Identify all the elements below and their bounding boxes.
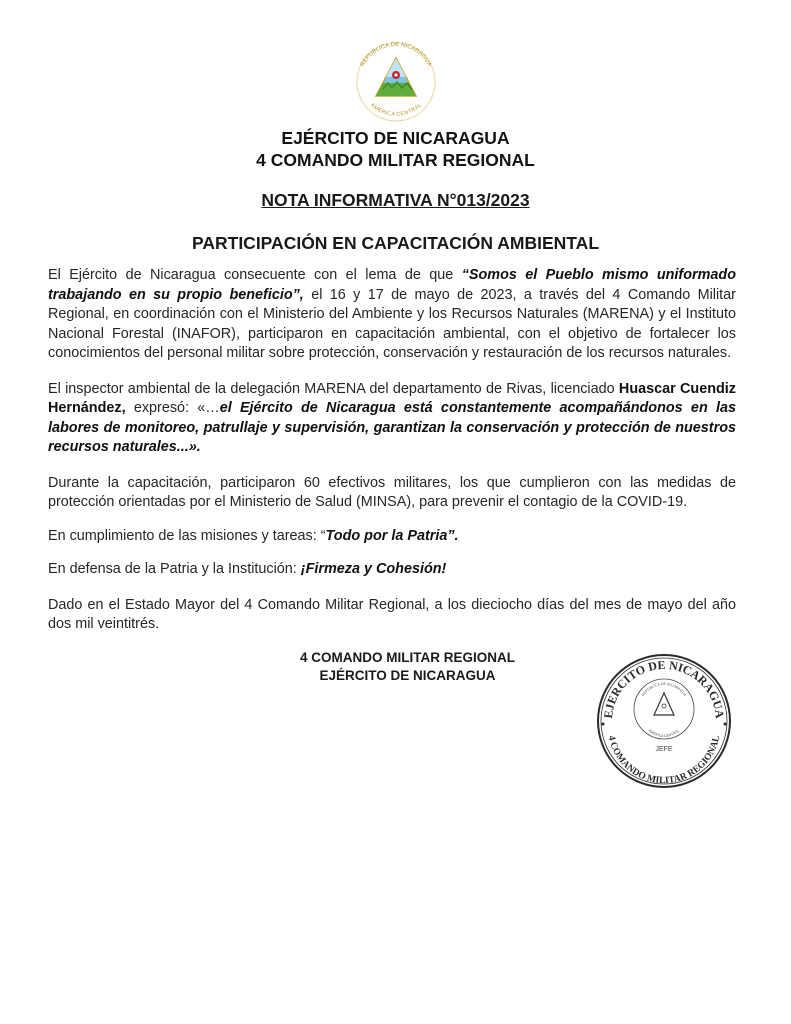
- stamp-ring-top-textpath: EJERCITO DE NICARAGUA: [600, 657, 728, 719]
- stamp-inner-bottom-textpath: AMERICA CENTRAL: [647, 727, 681, 738]
- stamp-ring-bottom-text: [606, 734, 722, 785]
- inspector-text: El inspector ambiental de la delegación MARENA del departamento de Rivas, licenciado: [48, 380, 619, 397]
- paragraph-mission: [48, 527, 736, 547]
- stamp-ring-bottom-textpath: 4 COMANDO MILITAR REGIONAL: [605, 734, 723, 786]
- intro-text: El Ejército de Nicaragua consecuente con el lema de que: [48, 267, 462, 283]
- inspector-said: expresó: «…: [125, 400, 220, 416]
- signature-block: [0, 649, 791, 799]
- nicaragua-coat-of-arms-icon: [352, 40, 440, 122]
- defense-motto: ¡Firmeza y Cohesión!: [300, 561, 447, 577]
- coat-ring-top-textpath: REPUBLICA DE NICARAGUA: [359, 41, 432, 68]
- stamp-center-text: JEFE: [655, 745, 673, 753]
- mission-text: En cumplimiento de las misiones y tareas: “: [48, 527, 326, 544]
- paragraph-inspector-quote: [48, 380, 736, 458]
- intro-motto: “Somos el Pueblo mismo uniformado trabajando en su propio beneficio”,: [48, 267, 736, 303]
- note-number: NOTA INFORMATIVA N°013/2023: [261, 190, 530, 210]
- coat-ring-bottom-text: [368, 102, 422, 117]
- signature-organization: EJÉRCITO DE NICARAGUA: [319, 667, 496, 683]
- intro-text-rest: el 16 y 17 de mayo de 2023, a través del 4 Comando Militar Regional, en coordinación con el Ministerio del Ambiente y los Recursos Naturales (MARENA) y el Instituto Nacional Forestal (INAFOR), participaron en capacitación ambiental, con el objetivo de fortalecer los conocimientos del personal militar sobre protección, conservación y restauración de los recursos naturales.: [48, 286, 736, 361]
- paragraph-closing: Dado en el Estado Mayor del 4 Comando Militar Regional, a los dieciocho días del mes de mayo del año dos mil veintitrés.: [48, 596, 736, 632]
- official-stamp-icon: [594, 653, 734, 789]
- signature-command: 4 COMANDO MILITAR REGIONAL: [300, 649, 515, 665]
- header-command: 4 COMANDO MILITAR REGIONAL: [256, 150, 535, 170]
- paragraph-defense: [48, 560, 736, 580]
- inspector-quote: el Ejército de Nicaragua está constantemente acompañándonos en las labores de monitoreo, patrullaje y supervisión, garantizan la conservación y protección de nuestros recursos naturales...».: [48, 400, 736, 455]
- paragraph-participants: Durante la capacitación, participaron 60 efectivos militares, los que cumplieron con las medidas de protección orientadas por el Ministerio de Salud (MINSA), para prevenir el contagio de la COVID-19.: [48, 474, 736, 510]
- mission-motto: Todo por la Patria”.: [325, 527, 459, 544]
- stamp-ring-top-text: [601, 657, 727, 719]
- stamp-inner-top-textpath: REPUBLICA DE NICARAGUA: [641, 681, 687, 697]
- header-organization: EJÉRCITO DE NICARAGUA: [281, 128, 510, 148]
- defense-text: En defensa de la Patria y la Institución:: [48, 561, 301, 577]
- paragraph-intro: [48, 266, 736, 364]
- document-title: PARTICIPACIÓN EN CAPACITACIÓN AMBIENTAL: [191, 233, 600, 253]
- coat-ring-bottom-textpath: AMERICA CENTRAL: [368, 102, 423, 118]
- inspector-name: Huascar Cuendiz Hernández,: [48, 380, 736, 416]
